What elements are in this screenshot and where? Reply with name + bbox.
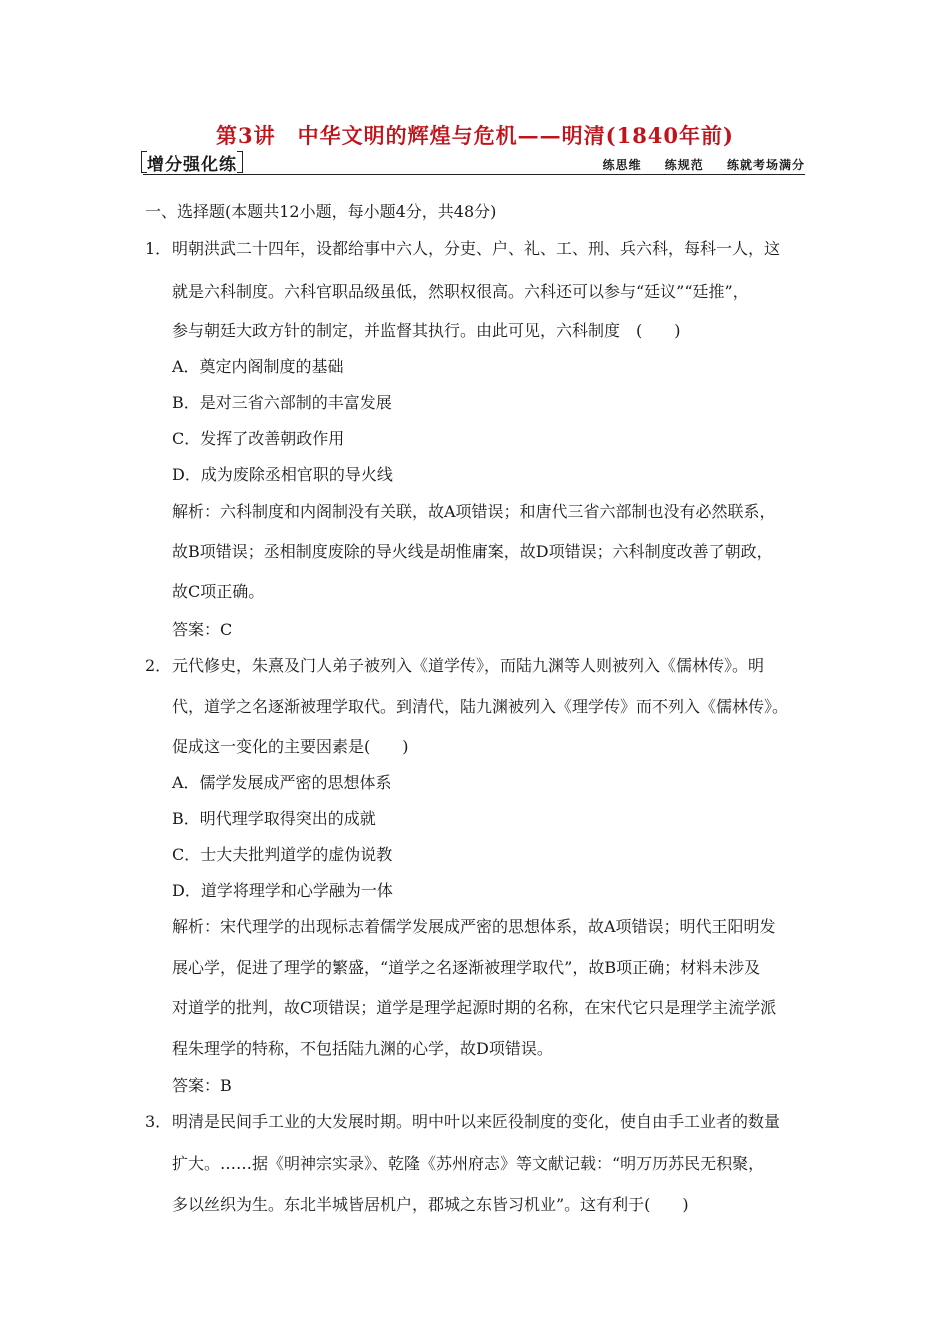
question-number: 2． [145,656,172,675]
motto-item: 练就考场满分 [726,158,805,172]
option: B．是对三省六部制的丰富发展 [172,393,392,412]
option: C．发挥了改善朝政作用 [172,429,345,448]
option: A．奠定内阁制度的基础 [172,357,344,376]
answer: 答案：C [172,620,233,639]
question-stem-line: 明朝洪武二十四年，设都给事中六人，分吏、户、礼、工、刑、兵六科，每科一人，这 [172,239,781,258]
question-number: 1． [145,239,172,258]
analysis-line: 对道学的批判，故C项错误；道学是理学起源时期的名称，在宋代它只是理学主流学派 [172,998,777,1017]
option: D．道学将理学和心学融为一体 [172,881,393,900]
question-number: 3． [145,1112,172,1131]
motto-item: 练规范 [664,158,704,172]
question-stem-line: 明清是民间手工业的大发展时期。明中叶以来匠役制度的变化，使自由手工业者的数量 [172,1112,781,1131]
option: D．成为废除丞相官职的导火线 [172,465,393,484]
part-heading: 一、选择题(本题共12小题，每小题4分，共48分) [145,202,497,221]
question-stem-line: 代，道学之名逐渐被理学取代。到清代，陆九渊被列入《理学传》而不列入《儒林传》。 [172,697,789,716]
analysis-line: 解析：六科制度和内阁制没有关联，故A项错误；和唐代三省六部制也没有必然联系， [172,502,776,521]
option: C．士大夫批判道学的虚伪说教 [172,845,393,864]
analysis-line: 故B项错误；丞相制度废除的导火线是胡惟庸案，故D项错误；六科制度改善了朝政， [172,542,773,561]
analysis-line: 程朱理学的特称，不包括陆九渊的心学，故D项错误。 [172,1039,553,1058]
question-stem-line: 多以丝织为生。东北半城皆居机户，郡城之东皆习机业”。这有利于( ) [172,1195,689,1214]
question-stem-line: 就是六科制度。六科官职品级虽低，然职权很高。六科还可以参与“廷议”“廷推”， [172,282,749,301]
question-stem-line: 参与朝廷大政方针的制定，并监督其执行。由此可见，六科制度 ( ) [172,321,681,340]
question-stem-line: 促成这一变化的主要因素是( ) [172,737,409,756]
motto-item: 练思维 [602,158,642,172]
answer: 答案：B [172,1076,232,1095]
analysis-line: 故C项正确。 [172,582,265,601]
question-stem-line: 扩大。……据《明神宗实录》、乾隆《苏州府志》等文献记载：“明万历苏民无积聚， [172,1154,765,1173]
option: A．儒学发展成严密的思想体系 [172,773,392,792]
question-stem-line: 元代修史，朱熹及门人弟子被列入《道学传》，而陆九渊等人则被列入《儒林传》。明 [172,656,765,675]
section-motto [585,156,805,173]
page-title: 第3讲 中华文明的辉煌与危机——明清(1840年前) [216,123,734,148]
section-tag: 增分强化练 [143,150,241,175]
analysis-line: 展心学，促进了理学的繁盛，“道学之名逐渐被理学取代”，故B项正确；材料未涉及 [172,958,761,977]
option: B．明代理学取得突出的成就 [172,809,376,828]
analysis-line: 解析：宋代理学的出现标志着儒学发展成严密的思想体系，故A项错误；明代王阳明发 [172,917,776,936]
section-header [143,150,805,175]
